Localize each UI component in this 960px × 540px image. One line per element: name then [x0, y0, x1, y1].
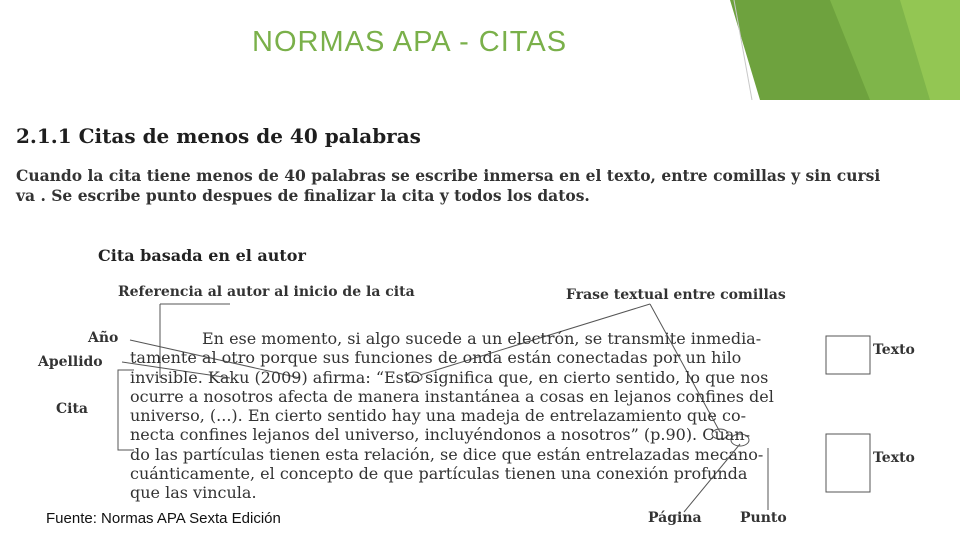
corner-decoration	[730, 0, 960, 100]
example-quote	[130, 329, 860, 503]
label-apellido: Apellido	[38, 354, 103, 370]
quote-line: invisible. Kaku (2009) afirma: “Esto significa que, en cierto sentido, lo que nos	[130, 367, 769, 387]
quote-line: ocurre a nosotros afecta de manera instantánea a cosas en lejanos confines del	[130, 386, 774, 406]
quote-line: tamente al otro porque sus funciones de onda están conectadas por un hilo	[130, 348, 742, 368]
label-ref-author: Referencia al autor al inicio de la cita	[118, 284, 415, 300]
label-frase-textual: Frase textual entre comillas	[566, 287, 786, 303]
label-pagina: Página	[648, 510, 702, 526]
section-heading: 2.1.1 Citas de menos de 40 palabras	[16, 124, 421, 148]
quote-line: En ese momento, si algo sucede a un electrón, se transmite inmedia-	[202, 329, 762, 348]
label-anio: Año	[88, 330, 119, 346]
quote-line: do las partículas tienen esta relación, se dice que están entrelazadas mecano-	[130, 444, 764, 464]
slide-title: NORMAS APA - CITAS	[252, 26, 568, 58]
label-texto-1: Texto	[873, 342, 915, 358]
quote-line: universo, (...). En cierto sentido hay una madeja de entrelazamiento que co-	[130, 406, 746, 426]
label-punto: Punto	[740, 510, 787, 526]
quote-line: que las vincula.	[130, 483, 257, 503]
intro-paragraph	[16, 166, 940, 206]
intro-line: va . Se escribe punto despues de finalizar la cita y todos los datos.	[16, 186, 590, 205]
source-caption: Fuente: Normas APA Sexta Edición	[46, 510, 281, 527]
quote-line: cuánticamente, el concepto de que partículas tienen una conexión profunda	[130, 464, 748, 484]
figure-title: Cita basada en el autor	[98, 246, 306, 265]
label-cita: Cita	[56, 401, 88, 417]
intro-line: Cuando la cita tiene menos de 40 palabras se escribe inmersa en el texto, entre comillas y sin cursi	[16, 166, 881, 185]
label-texto-2: Texto	[873, 450, 915, 466]
quote-line: necta confines lejanos del universo, incluyéndonos a nosotros” (p.90). Cuan-	[130, 425, 751, 445]
